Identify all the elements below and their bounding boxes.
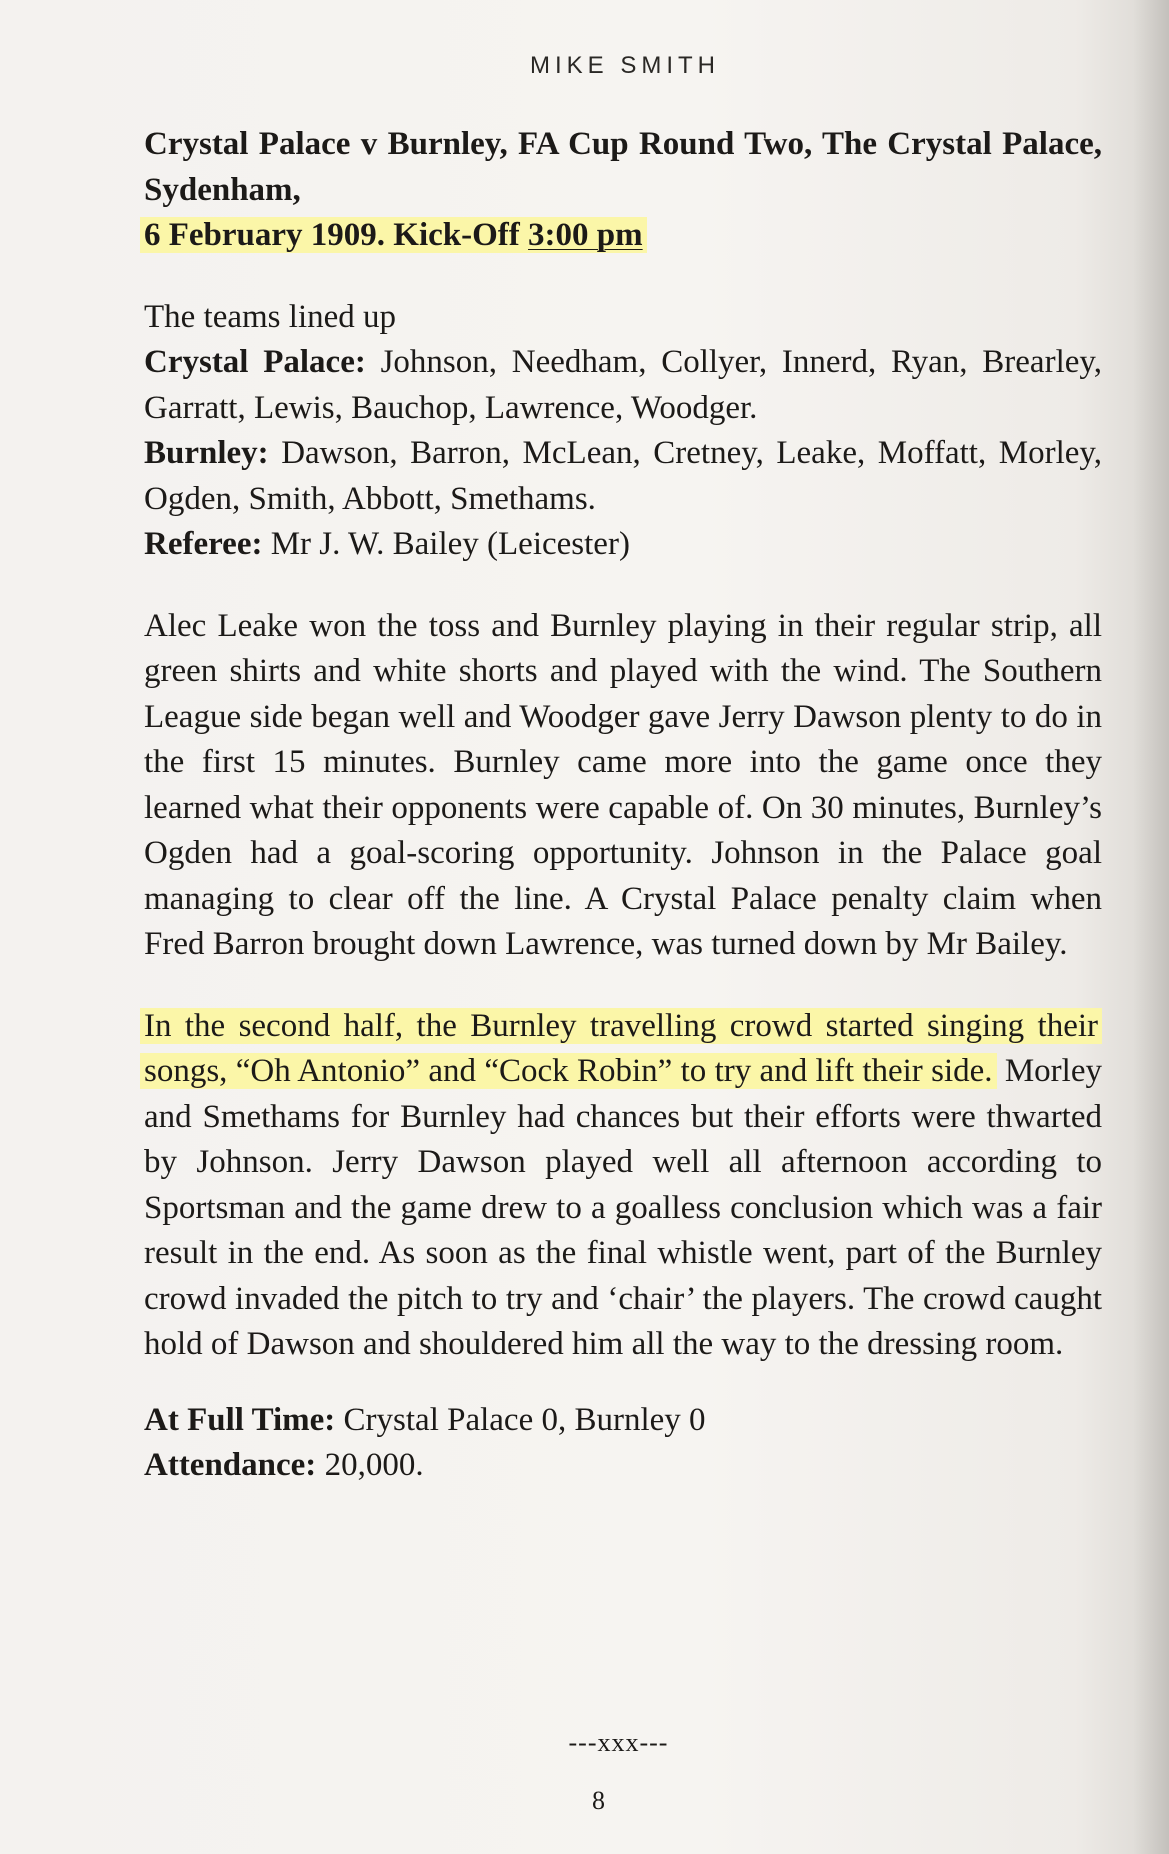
page-content bbox=[144, 122, 1102, 1489]
second-half-rest: Morley and Smethams for Burnley had chances but their efforts were thwarted by Johnson. Jerry Dawson played well all afternoon according to Sportsman and the game drew to a goalless conclusion which was a fair result in the end. As soon as the final whistle went, part of the Burnley crowd invaded the pitch to try and ‘chair’ the players. The crowd caught hold of Dawson and shouldered him all the way to the dressing room. bbox=[144, 1053, 1102, 1362]
crystal-palace-lineup bbox=[144, 340, 1102, 431]
full-time-line bbox=[144, 1398, 1102, 1444]
referee-name: Mr J. W. Bailey (Leicester) bbox=[262, 526, 630, 562]
full-time-label: At Full Time: bbox=[144, 1401, 336, 1438]
lineup-intro: The teams lined up bbox=[144, 298, 397, 335]
highlighted-date bbox=[140, 217, 647, 253]
crystal-palace-players: Johnson, Needham, Collyer, Innerd, Ryan, Brearley, Garratt, Lewis, Bauchop, Lawrence, Woodger. bbox=[144, 344, 1102, 426]
highlighted-crowd-sentence: In the second half, the Burnley travelling crowd started singing their songs, “Oh Antonio” and “Cock Robin” to try and lift their side. bbox=[140, 1008, 1102, 1090]
attendance-line bbox=[144, 1443, 1102, 1489]
page-number: 8 bbox=[592, 1786, 605, 1815]
running-head: MIKE SMITH bbox=[529, 52, 720, 79]
team-lineups bbox=[144, 295, 1102, 568]
kickoff-time: 3:00 pm bbox=[528, 217, 643, 253]
match-date: 6 February 1909. Kick-Off bbox=[144, 217, 529, 253]
section-separator: ---xxx--- bbox=[568, 1728, 669, 1757]
crystal-palace-label: Crystal Palace: bbox=[144, 344, 366, 380]
full-time-score: Crystal Palace 0, Burnley 0 bbox=[335, 1401, 706, 1438]
referee-line bbox=[144, 522, 1102, 568]
burnley-label: Burnley: bbox=[144, 435, 269, 471]
match-title: Crystal Palace v Burnley, FA Cup Round Two, The Crystal Palace, Sydenham, bbox=[144, 126, 1102, 208]
match-result bbox=[144, 1398, 1102, 1489]
burnley-players: Dawson, Barron, McLean, Cretney, Leake, Moffatt, Morley, Ogden, Smith, Abbott, Smethams. bbox=[144, 435, 1102, 517]
burnley-lineup bbox=[144, 431, 1102, 522]
attendance-value: 20,000. bbox=[316, 1447, 424, 1483]
second-half-paragraph bbox=[144, 1004, 1102, 1368]
first-half-paragraph: Alec Leake won the toss and Burnley playing in their regular strip, all green shirts and white shorts and played with the wind. The Southern League side began well and Woodger gave Jerry Dawson plenty to do in the first 15 minutes. Burnley came more into the game once they learned what their opponents were capable of. On 30 minutes, Burnley’s Ogden had a goal-scoring opportunity. Johnson in the Palace goal managing to clear off the line. A Crystal Palace penalty claim when Fred Barron brought down Lawrence, was turned down by Mr Bailey. bbox=[144, 607, 1102, 962]
referee-label: Referee: bbox=[144, 526, 263, 562]
attendance-label: Attendance: bbox=[144, 1447, 317, 1483]
spine-shadow bbox=[1133, 0, 1169, 1854]
match-date-line bbox=[144, 213, 1102, 259]
